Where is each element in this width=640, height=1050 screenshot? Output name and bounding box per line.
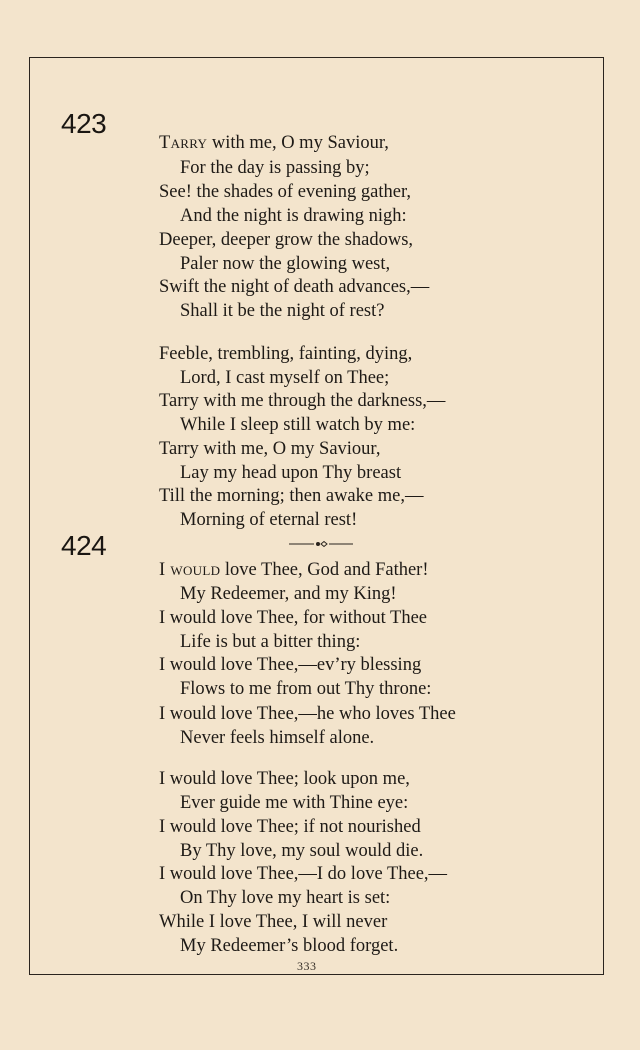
verse-line: Paler now the glowing west, bbox=[180, 254, 391, 274]
verse-line: I would love Thee, for without Thee bbox=[159, 608, 428, 628]
verse-line: Swift the night of death advances,— bbox=[159, 277, 430, 297]
verse-line: My Redeemer, and my King! bbox=[180, 584, 397, 604]
verse-line: I would love Thee; if not nourished bbox=[159, 817, 421, 837]
hymn-423-first-word: Tarry bbox=[159, 133, 208, 153]
verse-line: Lay my head upon Thy breast bbox=[180, 463, 402, 483]
ornament-divider bbox=[289, 538, 353, 550]
verse-line: Till the morning; then awake me,— bbox=[159, 486, 424, 506]
page-number: 333 bbox=[297, 959, 317, 973]
verse-line: Shall it be the night of rest? bbox=[180, 301, 385, 321]
verse-line: Never feels himself alone. bbox=[180, 728, 375, 748]
verse-line: Life is but a bitter thing: bbox=[180, 632, 361, 652]
hymn-424-first-word: I would bbox=[159, 560, 221, 580]
verse-line: Feeble, trembling, fainting, dying, bbox=[159, 344, 413, 364]
verse-line: While I sleep still watch by me: bbox=[180, 415, 416, 435]
verse-line: Deeper, deeper grow the shadows, bbox=[159, 230, 414, 250]
verse-line: Morning of eternal rest! bbox=[180, 510, 358, 530]
verse-line: While I love Thee, I will never bbox=[159, 912, 388, 932]
verse-line: By Thy love, my soul would die. bbox=[180, 841, 424, 861]
verse-line: Lord, I cast myself on Thee; bbox=[180, 368, 390, 388]
verse-line: I would love Thee,—I do love Thee,— bbox=[159, 864, 448, 884]
verse-line: For the day is passing by; bbox=[180, 158, 370, 178]
verse-line: I would love Thee,—he who loves Thee bbox=[159, 704, 456, 724]
verse-line: See! the shades of evening gather, bbox=[159, 182, 411, 202]
verse-line: And the night is drawing nigh: bbox=[180, 206, 407, 226]
hymn-number-423: 423 bbox=[61, 108, 107, 139]
hymn-423-first-line-rest: with me, O my Saviour, bbox=[207, 133, 389, 153]
verse-line: Ever guide me with Thine eye: bbox=[180, 793, 409, 813]
verse-line: I would love Thee,—ev’ry blessing bbox=[159, 655, 422, 675]
verse-line: Tarry with me, O my Saviour, bbox=[159, 439, 381, 459]
verse-line: Tarry with me through the darkness,— bbox=[159, 391, 446, 411]
hymn-423-line-1 bbox=[159, 134, 389, 153]
verse-line: I would love Thee; look upon me, bbox=[159, 769, 410, 789]
verse-line: Flows to me from out Thy throne: bbox=[180, 679, 432, 699]
verse-line: My Redeemer’s blood forget. bbox=[180, 936, 399, 956]
verse-line: On Thy love my heart is set: bbox=[180, 888, 391, 908]
hymn-424-line-1 bbox=[159, 561, 429, 580]
hymn-number-424: 424 bbox=[61, 530, 107, 561]
hymn-424-first-line-rest: love Thee, God and Father! bbox=[220, 560, 429, 580]
